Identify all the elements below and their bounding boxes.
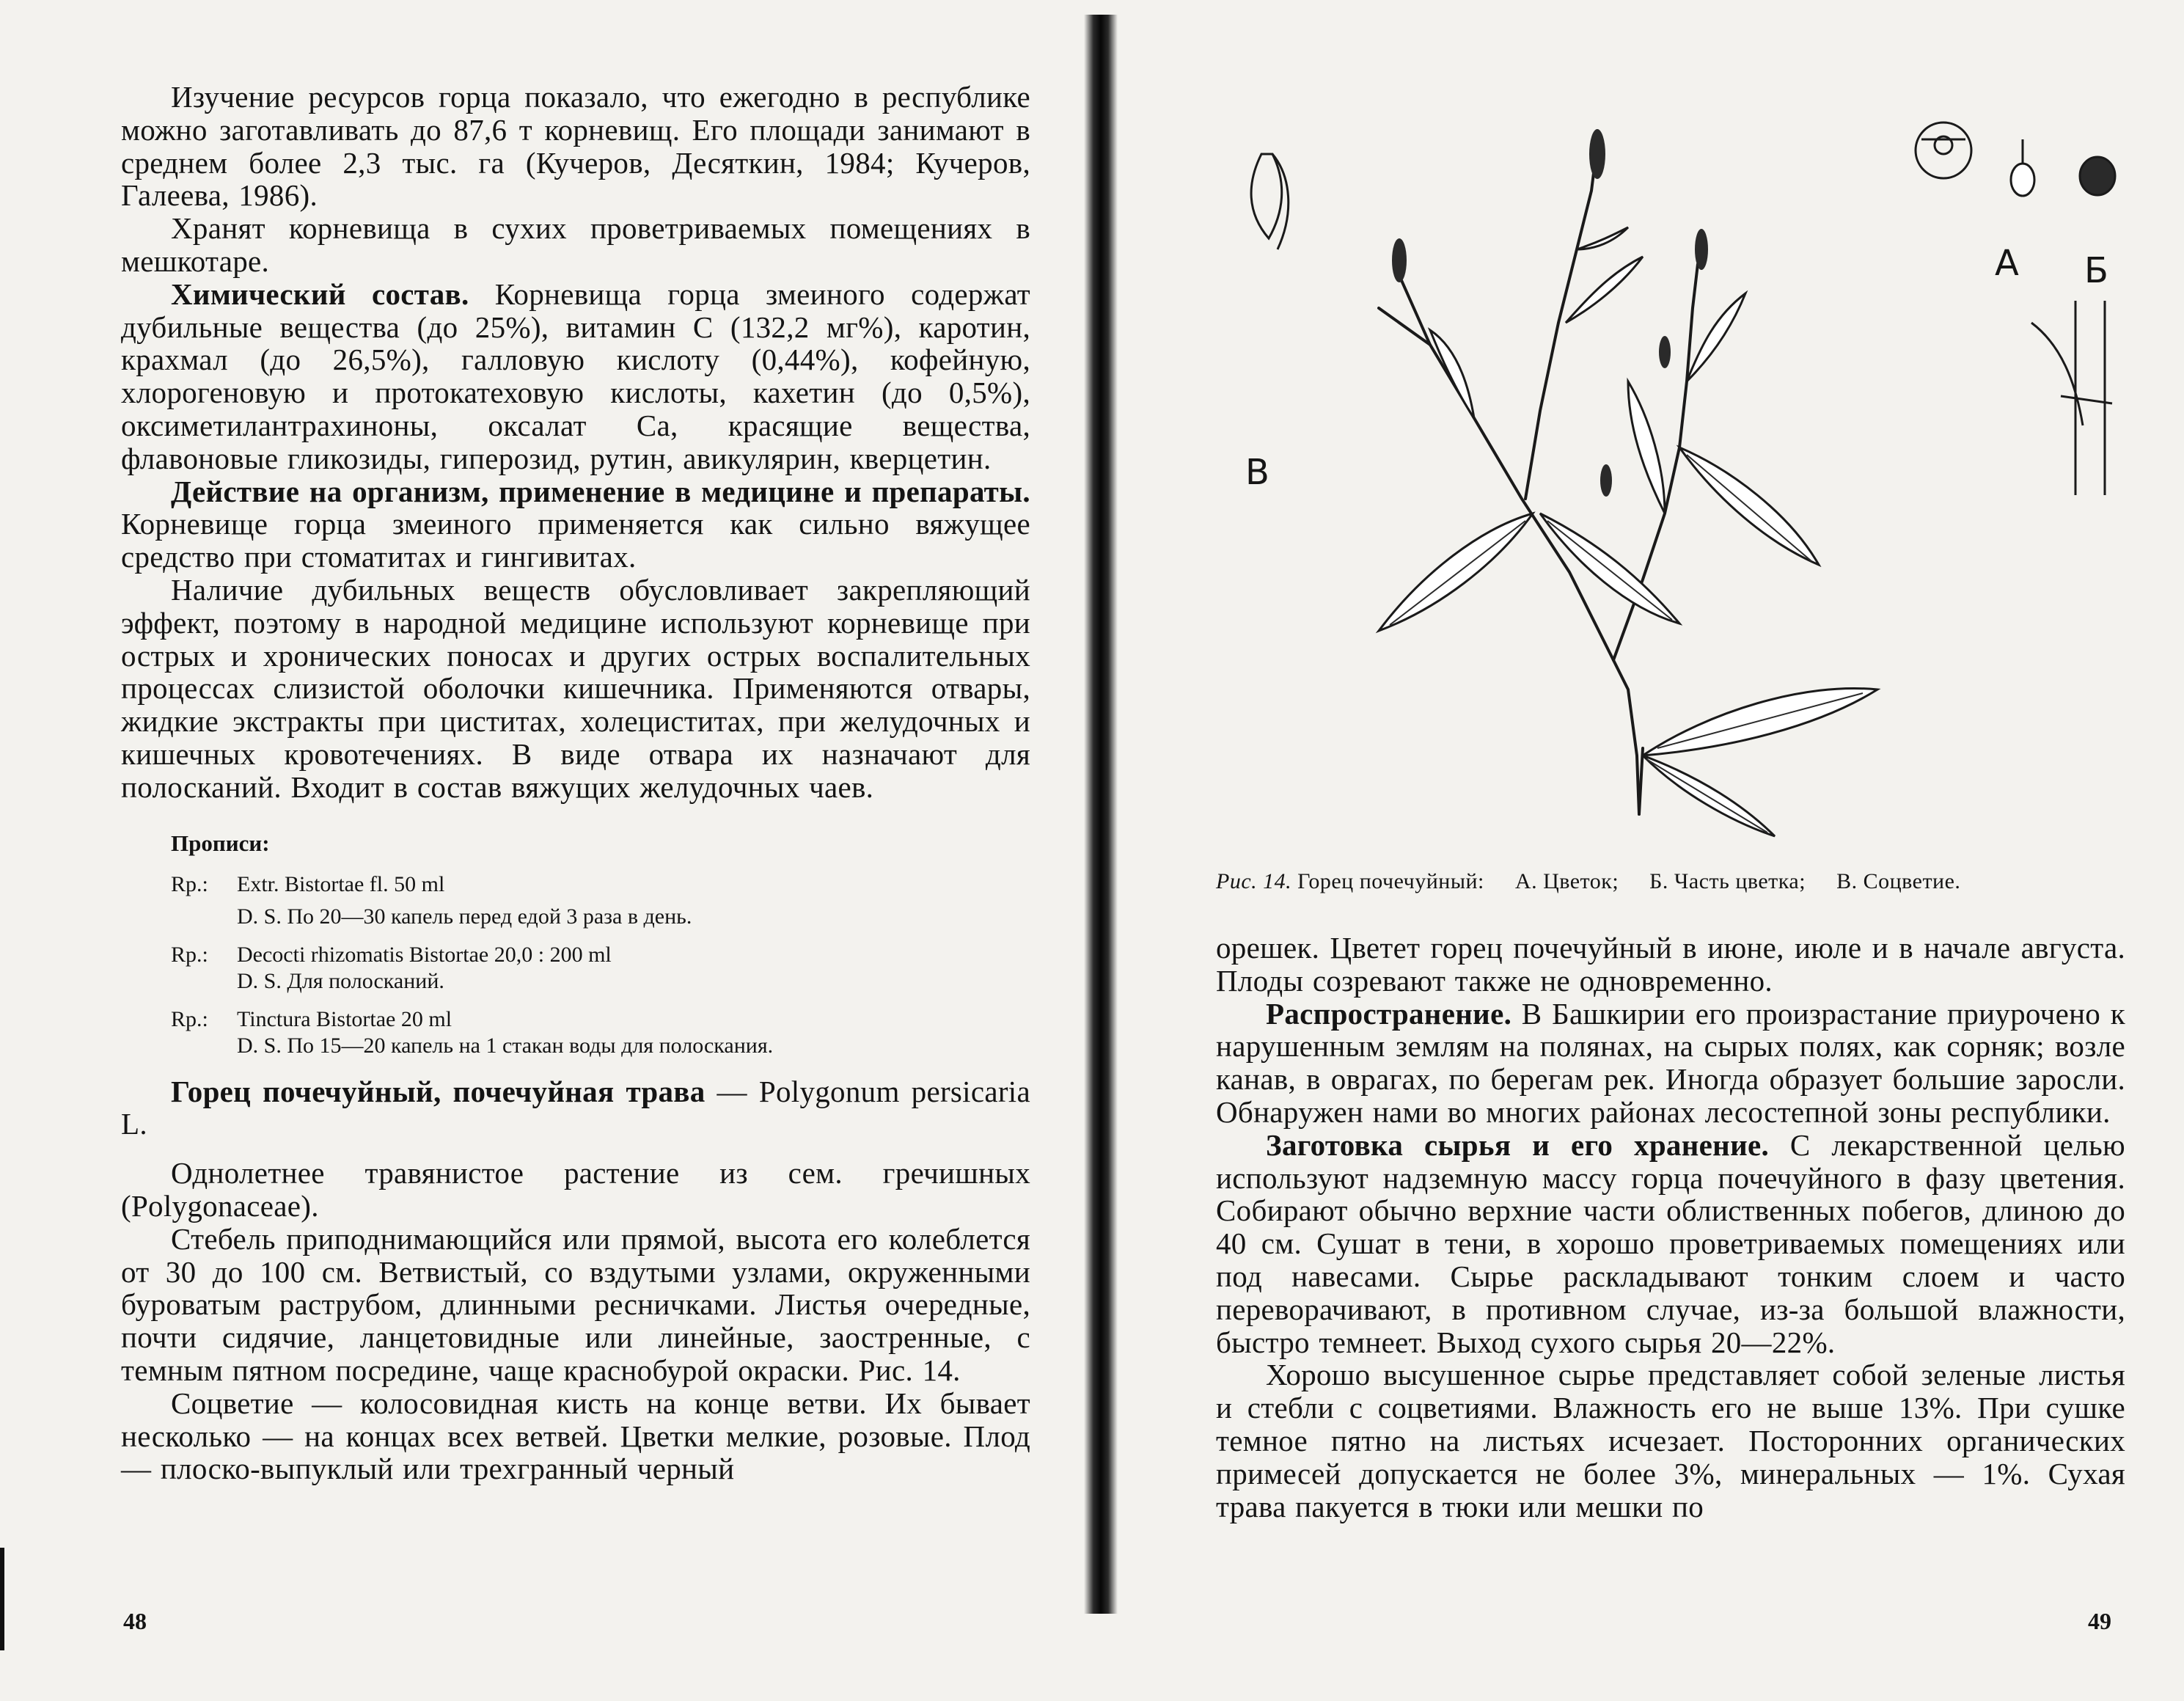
recipe-1-signature: D. S. По 20—30 капель перед едой 3 раза в день. [237, 904, 692, 929]
right-page-text [1216, 932, 2125, 1523]
caption-part-b: Б. Часть цветка; [1649, 869, 1806, 893]
recipe-2: Rp.: Decocti rhizomatis Bistortae 20,0 : 200 ml [171, 942, 612, 967]
paragraph-inflorescence: Соцветие — колосовидная кисть на конце ветви. Их бывает несколько — на концах всех ветвей. Цветки мелкие, розовые. Плод — плоско-выпуклый или трехгранный черный [121, 1386, 1030, 1486]
caption-title: Горец почечуйный: [1297, 869, 1484, 893]
species-title: Горец почечуйный, почечуйная трава — Polygonum persicaria L. [121, 1074, 1030, 1141]
paragraph-resources: Изучение ресурсов горца показало, что ежегодно в республике можно заготавливать до 87,6 т корневищ. Его площади занимают в среднем более 2,3 тыс. га (Кучеров, Десяткин, 1984; Кучеров, Галеева, 1986). [121, 80, 1030, 213]
figure-label-a: А [1995, 243, 2019, 284]
caption-fig-label: Рис. 14. [1216, 869, 1292, 893]
caption-part-a: А. Цветок; [1514, 869, 1619, 893]
paragraph-tannins: Наличие дубильных веществ обусловливает закрепляющий эффект, поэтому в народной медицине используют корневище при острых и хронических поносах и других острых воспалительных процессах слизистой оболочки кишечника. Применяются отвары, жидкие экстракты при циститах, холециститах, при желудочных и кишечных кровотечениях. В виде отвара их назначают для полосканий. Входит в состав вяжущих желудочных чаев. [121, 572, 1030, 804]
paragraph-stem: Стебель приподнимающийся или прямой, высота его колеблется от 30 до 100 см. Ветвистый, со вздутыми узлами, окруженными буроватым раструбом, длинными ресничками. Листья очередные, почти сидячие, ланцетовидные или линейные, заостренные, с темным пятном посредине, чаще краснобурой окраски. Рис. 14. [121, 1221, 1030, 1387]
paragraph-storage: Хранят корневища в сухих проветриваемых помещениях в мешкотаре. [121, 211, 1030, 278]
right-page [1115, 0, 2184, 1701]
recipes-heading: Прописи: [171, 830, 270, 856]
paragraph-harvest: Заготовка сырья и его хранение. С лекарственной целью используют надземную массу горца почечуйного в фазу цветения. Собирают обычно верхние части облиственных побегов, длиною до 40 см. Сушат в тени, в хорошо проветриваемых помещениях или под навесами. Сырье раскладывают тонким слоем и часто переворачивают, в противном случае, из-за большой влажности, быстро темнеет. Выход сухого сырья 20—22%. [1216, 1127, 2125, 1359]
paragraph-action: Действие на организм, применение в медицине и препараты. Корневище горца змеиного применяется как сильно вяжущее средство при стоматитах и гингивитах. [121, 474, 1030, 574]
figure-label-v: В [1245, 452, 1269, 493]
recipe-2-signature: D. S. Для полосканий. [237, 968, 444, 993]
page-number-right: 49 [2088, 1608, 2111, 1634]
paragraph-distribution: Распространение. В Башкирии его произрастание приурочено к нарушенным землям на полянах, на сырых полях, как сорняк; возле канав, в оврагах, по берегам рек. Иногда образует большие заросли. Обнаружен нами во многих районах лесостепной зоны республики. [1216, 996, 2125, 1129]
section-heading-distribution: Распространение. [1266, 996, 1512, 1031]
left-page-text [121, 81, 1030, 1485]
paragraph-quality: Хорошо высушенное сырье представляет собой зеленые листья и стебли с соцветиями. Влажность его не выше 13%. При сушке темное пятно на листьях исчезает. Посторонних органических примесей допускается не более 3%, минеральных — 1%. Сухая трава пакуется в тюки или мешки по [1216, 1358, 2125, 1523]
recipes-block [121, 830, 1030, 1059]
paragraph-family: Однолетнее травянистое растение из сем. гречишных (Polygonaceae). [121, 1156, 1030, 1223]
caption-part-v: В. Соцветие. [1836, 869, 1961, 893]
figure-caption [1216, 868, 2125, 895]
plant-illustration [1232, 103, 2184, 844]
section-heading-harvest: Заготовка сырья и его хранение. [1266, 1127, 1770, 1162]
figure-label-b: Б [2084, 250, 2108, 291]
paragraph-chemistry: Химический состав. Корневища горца змеиного содержат дубильные вещества (до 25%), витамин С (132,2 мг%), каротин, крахмал (до 26,5%), галловую кислоту (0,44%), кофейную, хлорогеновую и протокатеховую кислоты, кахетин (до 0,5%), оксиметилантрахиноны, оксалат Са, красящие вещества, флавоновые гликозиды, гиперозид, рутин, авикулярин, кверцетин. [121, 277, 1031, 475]
recipe-1: Rp.: Extr. Bistortae fl. 50 ml [171, 871, 445, 896]
page-number-left: 48 [123, 1608, 147, 1634]
recipe-3: Rp.: Tinctura Bistortae 20 ml [171, 1006, 452, 1031]
paragraph-fruit: орешек. Цветет горец почечуйный в июне, июле и в начале августа. Плоды созревают также не одновременно. [1216, 931, 2125, 998]
section-heading-action: Действие на организм, применение в медицине и препараты. [171, 474, 1030, 508]
recipe-3-signature: D. S. По 15—20 капель на 1 стакан воды для полоскания. [237, 1033, 774, 1058]
section-heading-chemistry: Химический состав. [171, 277, 469, 311]
